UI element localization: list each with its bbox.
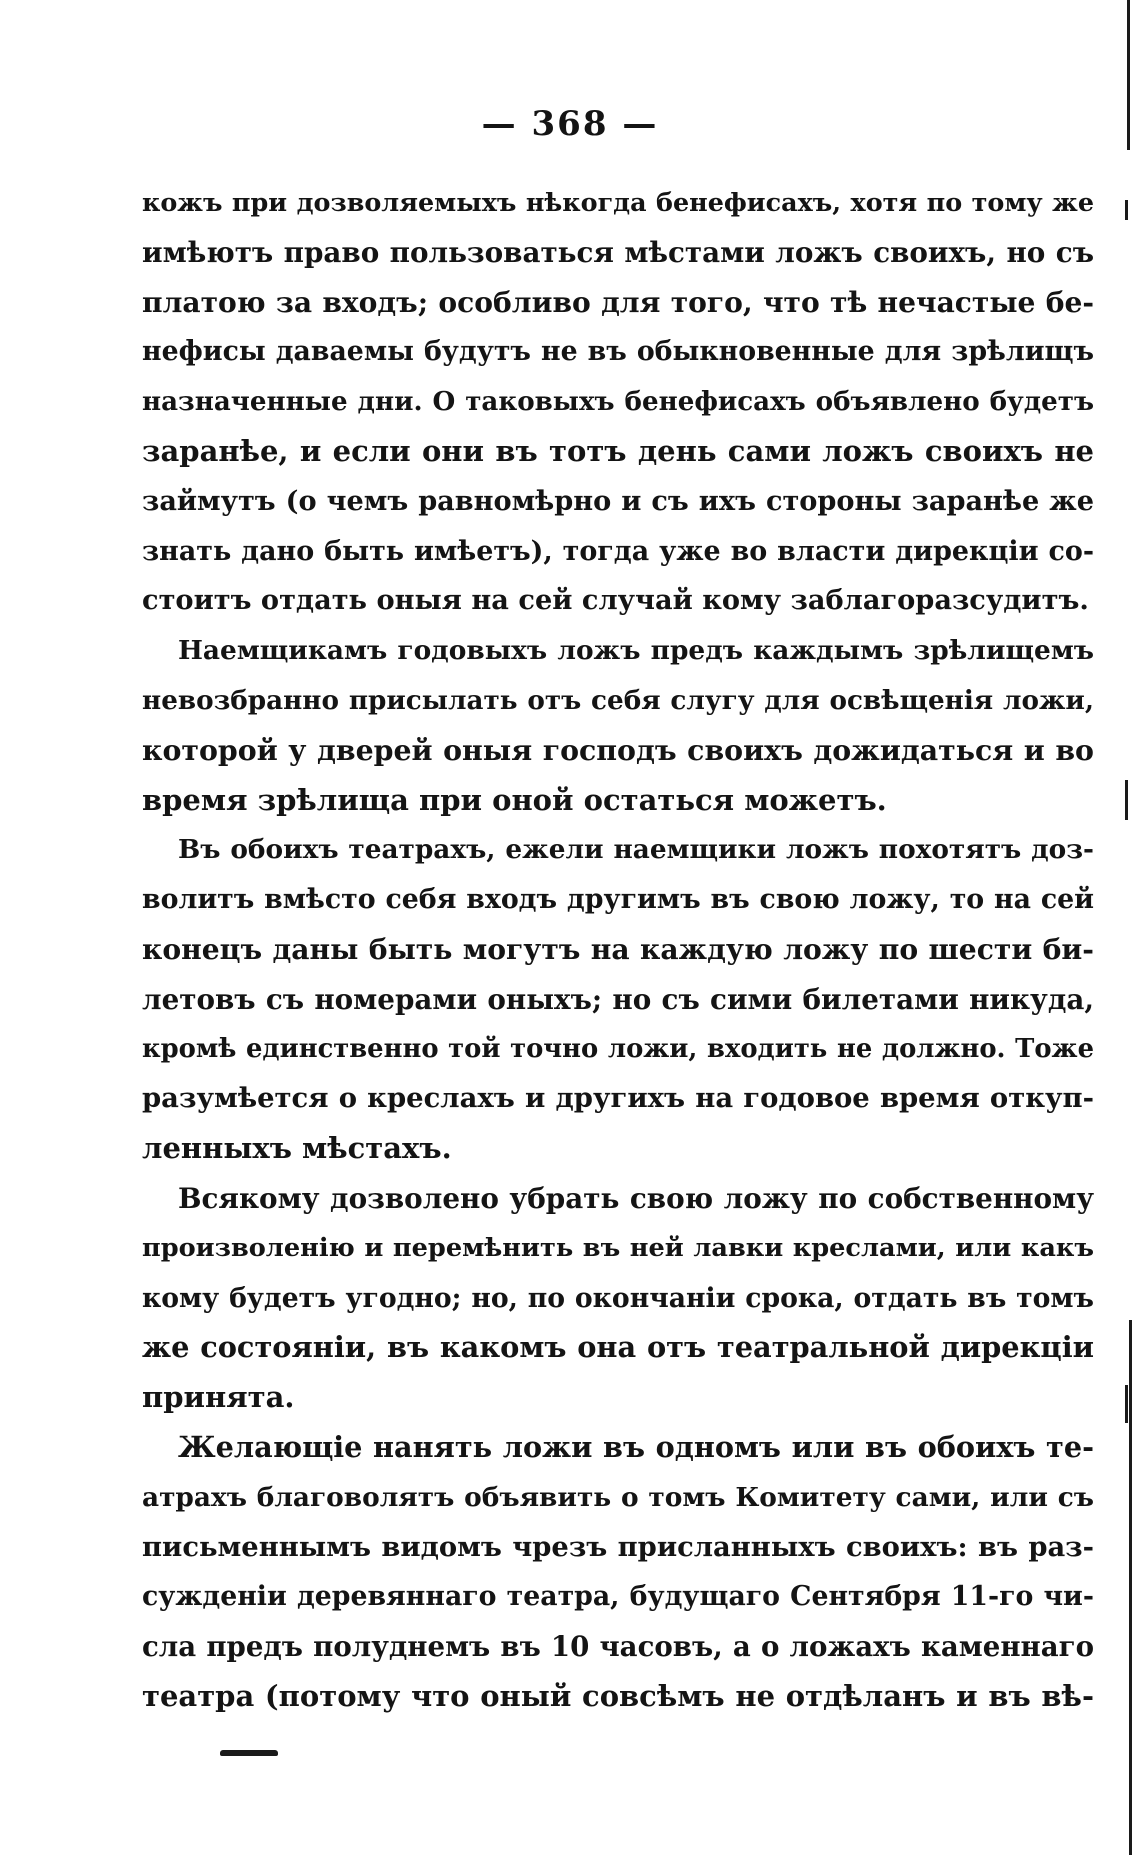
- body-text: [142, 178, 1094, 1722]
- text-line: назначенные дни. О таковыхъ бенефисахъ объявлено будетъ: [142, 386, 1094, 418]
- text-line: же состояніи, въ какомъ она отъ театральной дирекціи: [142, 1330, 1094, 1365]
- text-line: письменнымъ видомъ чрезъ присланныхъ своихъ: въ раз-: [142, 1530, 1094, 1563]
- text-line: Въ обоихъ театрахъ, ежели наемщики ложъ похотятъ доз-: [178, 834, 1094, 866]
- page-edge-tick: [1125, 1385, 1128, 1423]
- text-line: невозбранно присылать отъ себя слугу для освѣщенія ложи,: [142, 684, 1094, 716]
- text-line: разумѣется о креслахъ и другихъ на годовое время откуп-: [142, 1082, 1094, 1115]
- text-line: нефисы даваемы будутъ не въ обыкновенные для зрѣлищъ: [142, 336, 1094, 368]
- text-line: сужденіи деревяннаго театра, будущаго Сентября 11-го чи-: [142, 1581, 1094, 1613]
- paragraph-4: [142, 1174, 1094, 1423]
- text-line: которой у дверей оныя господъ своихъ дожидаться и во: [142, 732, 1094, 767]
- text-line: ленныхъ мѣстахъ.: [142, 1131, 452, 1166]
- text-line: Всякому дозволено убрать свою ложу по собственному: [178, 1181, 1094, 1215]
- text-line: кому будетъ угодно; но, по окончаніи срока, отдать въ томъ: [142, 1282, 1094, 1314]
- page-edge-tick: [1125, 780, 1128, 820]
- text-line: заранѣе, и если они въ тотъ день сами ложъ своихъ не: [142, 433, 1094, 468]
- text-line: займутъ (о чемъ равномѣрно и съ ихъ стороны заранѣе же: [142, 485, 1094, 517]
- text-line: сла предъ полуднемъ въ 10 часовъ, а о ложахъ каменнаго: [142, 1630, 1094, 1664]
- text-line: произволенію и перемѣнить въ ней лавки креслами, или какъ: [142, 1232, 1094, 1263]
- text-line: имѣютъ право пользоваться мѣстами ложъ своихъ, но съ: [142, 235, 1094, 269]
- page-edge-tick: [1125, 200, 1128, 220]
- paragraph-1: [142, 178, 1094, 626]
- text-line: принята.: [142, 1380, 295, 1415]
- text-line: платою за входъ; особливо для того, что тѣ нечастые бе-: [142, 285, 1094, 319]
- paragraph-5: [142, 1423, 1094, 1722]
- paragraph-3: [142, 825, 1094, 1174]
- text-line: время зрѣлища при оной остаться можетъ.: [142, 782, 887, 817]
- text-line: конецъ даны быть могутъ на каждую ложу по шести би-: [142, 932, 1094, 966]
- printers-mark: [220, 1750, 278, 1756]
- text-line: волитъ вмѣсто себя входъ другимъ въ свою ложу, то на сей: [142, 884, 1094, 916]
- text-line: театра (потому что оный совсѣмъ не отдѣланъ и въ вѣ-: [142, 1678, 1094, 1713]
- text-line: кромѣ единственно той точно ложи, входить не должно. Тоже: [142, 1033, 1094, 1064]
- text-line: летовъ съ номерами оныхъ; но съ сими билетами никуда,: [142, 982, 1094, 1016]
- text-line: Желающіе нанять ложи въ одномъ или въ обоихъ те-: [178, 1429, 1094, 1464]
- text-line: Наемщикамъ годовыхъ ложъ предъ каждымъ зрѣлищемъ: [178, 635, 1094, 667]
- text-line: атрахъ благоволятъ объявить о томъ Комитету сами, или съ: [142, 1481, 1094, 1513]
- page-edge-line-bottom: [1129, 1320, 1132, 1855]
- page-number: — 368 —: [481, 104, 659, 144]
- paragraph-2: [142, 626, 1094, 825]
- text-line: кожъ при дозволяемыхъ нѣкогда бенефисахъ, хотя по тому же: [142, 187, 1094, 217]
- text-line: знать дано быть имѣетъ), тогда уже во власти дирекціи со-: [142, 535, 1094, 567]
- text-line: стоитъ отдать оныя на сей случай кому заблагоразсудитъ.: [142, 584, 1089, 617]
